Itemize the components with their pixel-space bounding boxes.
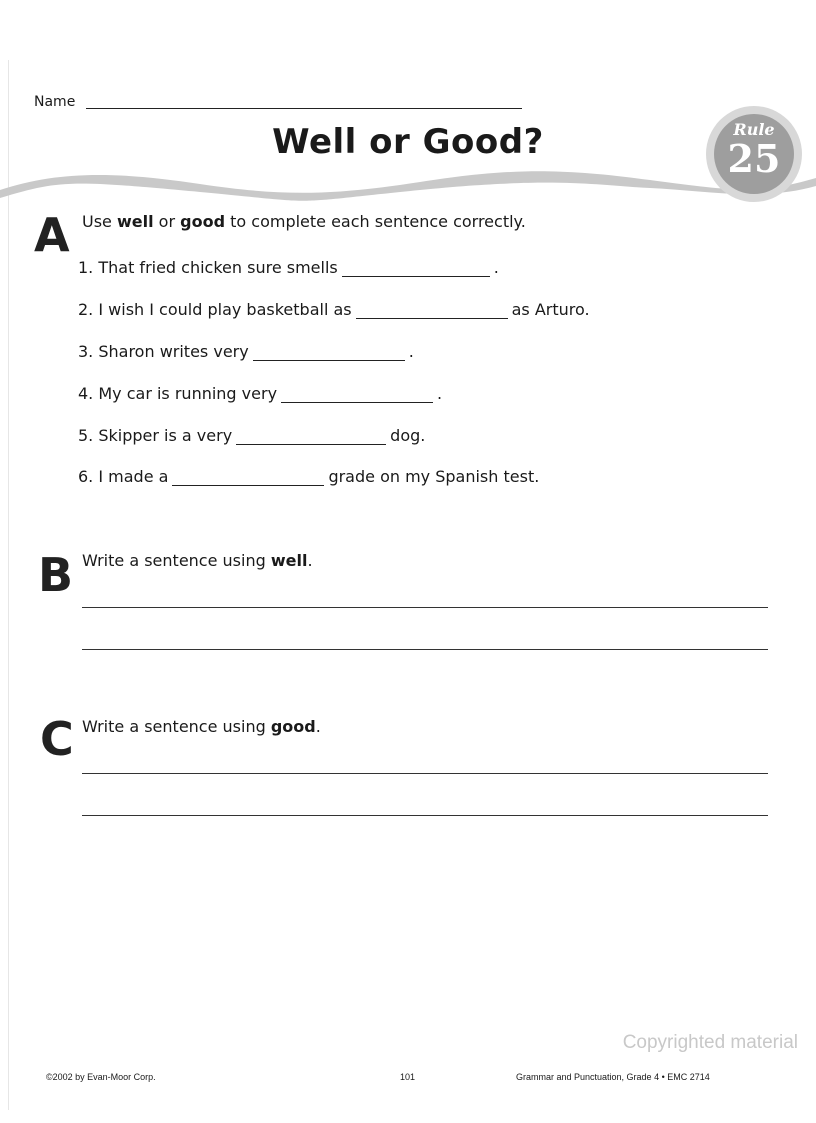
page-edge: [8, 60, 9, 1110]
sentence-item-6: 6. I made a grade on my Spanish test.: [78, 467, 540, 486]
wave-divider: [0, 160, 816, 210]
answer-blank-5[interactable]: [236, 430, 386, 445]
answer-blank-3[interactable]: [253, 346, 405, 361]
answer-blank-2[interactable]: [356, 304, 508, 319]
name-field[interactable]: [86, 108, 522, 109]
sentence-item-3: 3. Sharon writes very .: [78, 342, 414, 361]
section-a-instruction: Use well or good to complete each sentence correctly.: [82, 212, 526, 231]
writing-line-b1[interactable]: [82, 607, 768, 608]
sentence-item-1: 1. That fried chicken sure smells .: [78, 258, 499, 277]
badge-word: Rule: [733, 120, 775, 139]
writing-line-c1[interactable]: [82, 773, 768, 774]
footer-copyright: ©2002 by Evan-Moor Corp.: [46, 1072, 156, 1082]
badge-number: 25: [727, 136, 781, 181]
answer-blank-4[interactable]: [281, 388, 433, 403]
name-label: Name: [34, 94, 76, 110]
sentence-item-4: 4. My car is running very .: [78, 384, 443, 403]
section-b-instruction: Write a sentence using well.: [82, 551, 313, 570]
copyright-watermark: Copyrighted material: [622, 1032, 798, 1053]
answer-blank-6[interactable]: [172, 471, 324, 486]
writing-line-b2[interactable]: [82, 649, 768, 650]
section-c-instruction: Write a sentence using good.: [82, 717, 321, 736]
sentence-item-5: 5. Skipper is a very dog.: [78, 426, 426, 445]
writing-line-c2[interactable]: [82, 815, 768, 816]
section-a-letter: A: [34, 208, 70, 262]
answer-blank-1[interactable]: [342, 262, 490, 277]
section-b-letter: B: [38, 548, 74, 602]
page-title: Well or Good?: [272, 122, 544, 162]
section-c-letter: C: [40, 712, 74, 766]
footer-page-number: 101: [400, 1072, 416, 1082]
sentence-item-2: 2. I wish I could play basketball as as Arturo.: [78, 300, 590, 319]
footer-book-title: Grammar and Punctuation, Grade 4 • EMC 2714: [516, 1072, 710, 1082]
rule-badge: [704, 104, 804, 204]
